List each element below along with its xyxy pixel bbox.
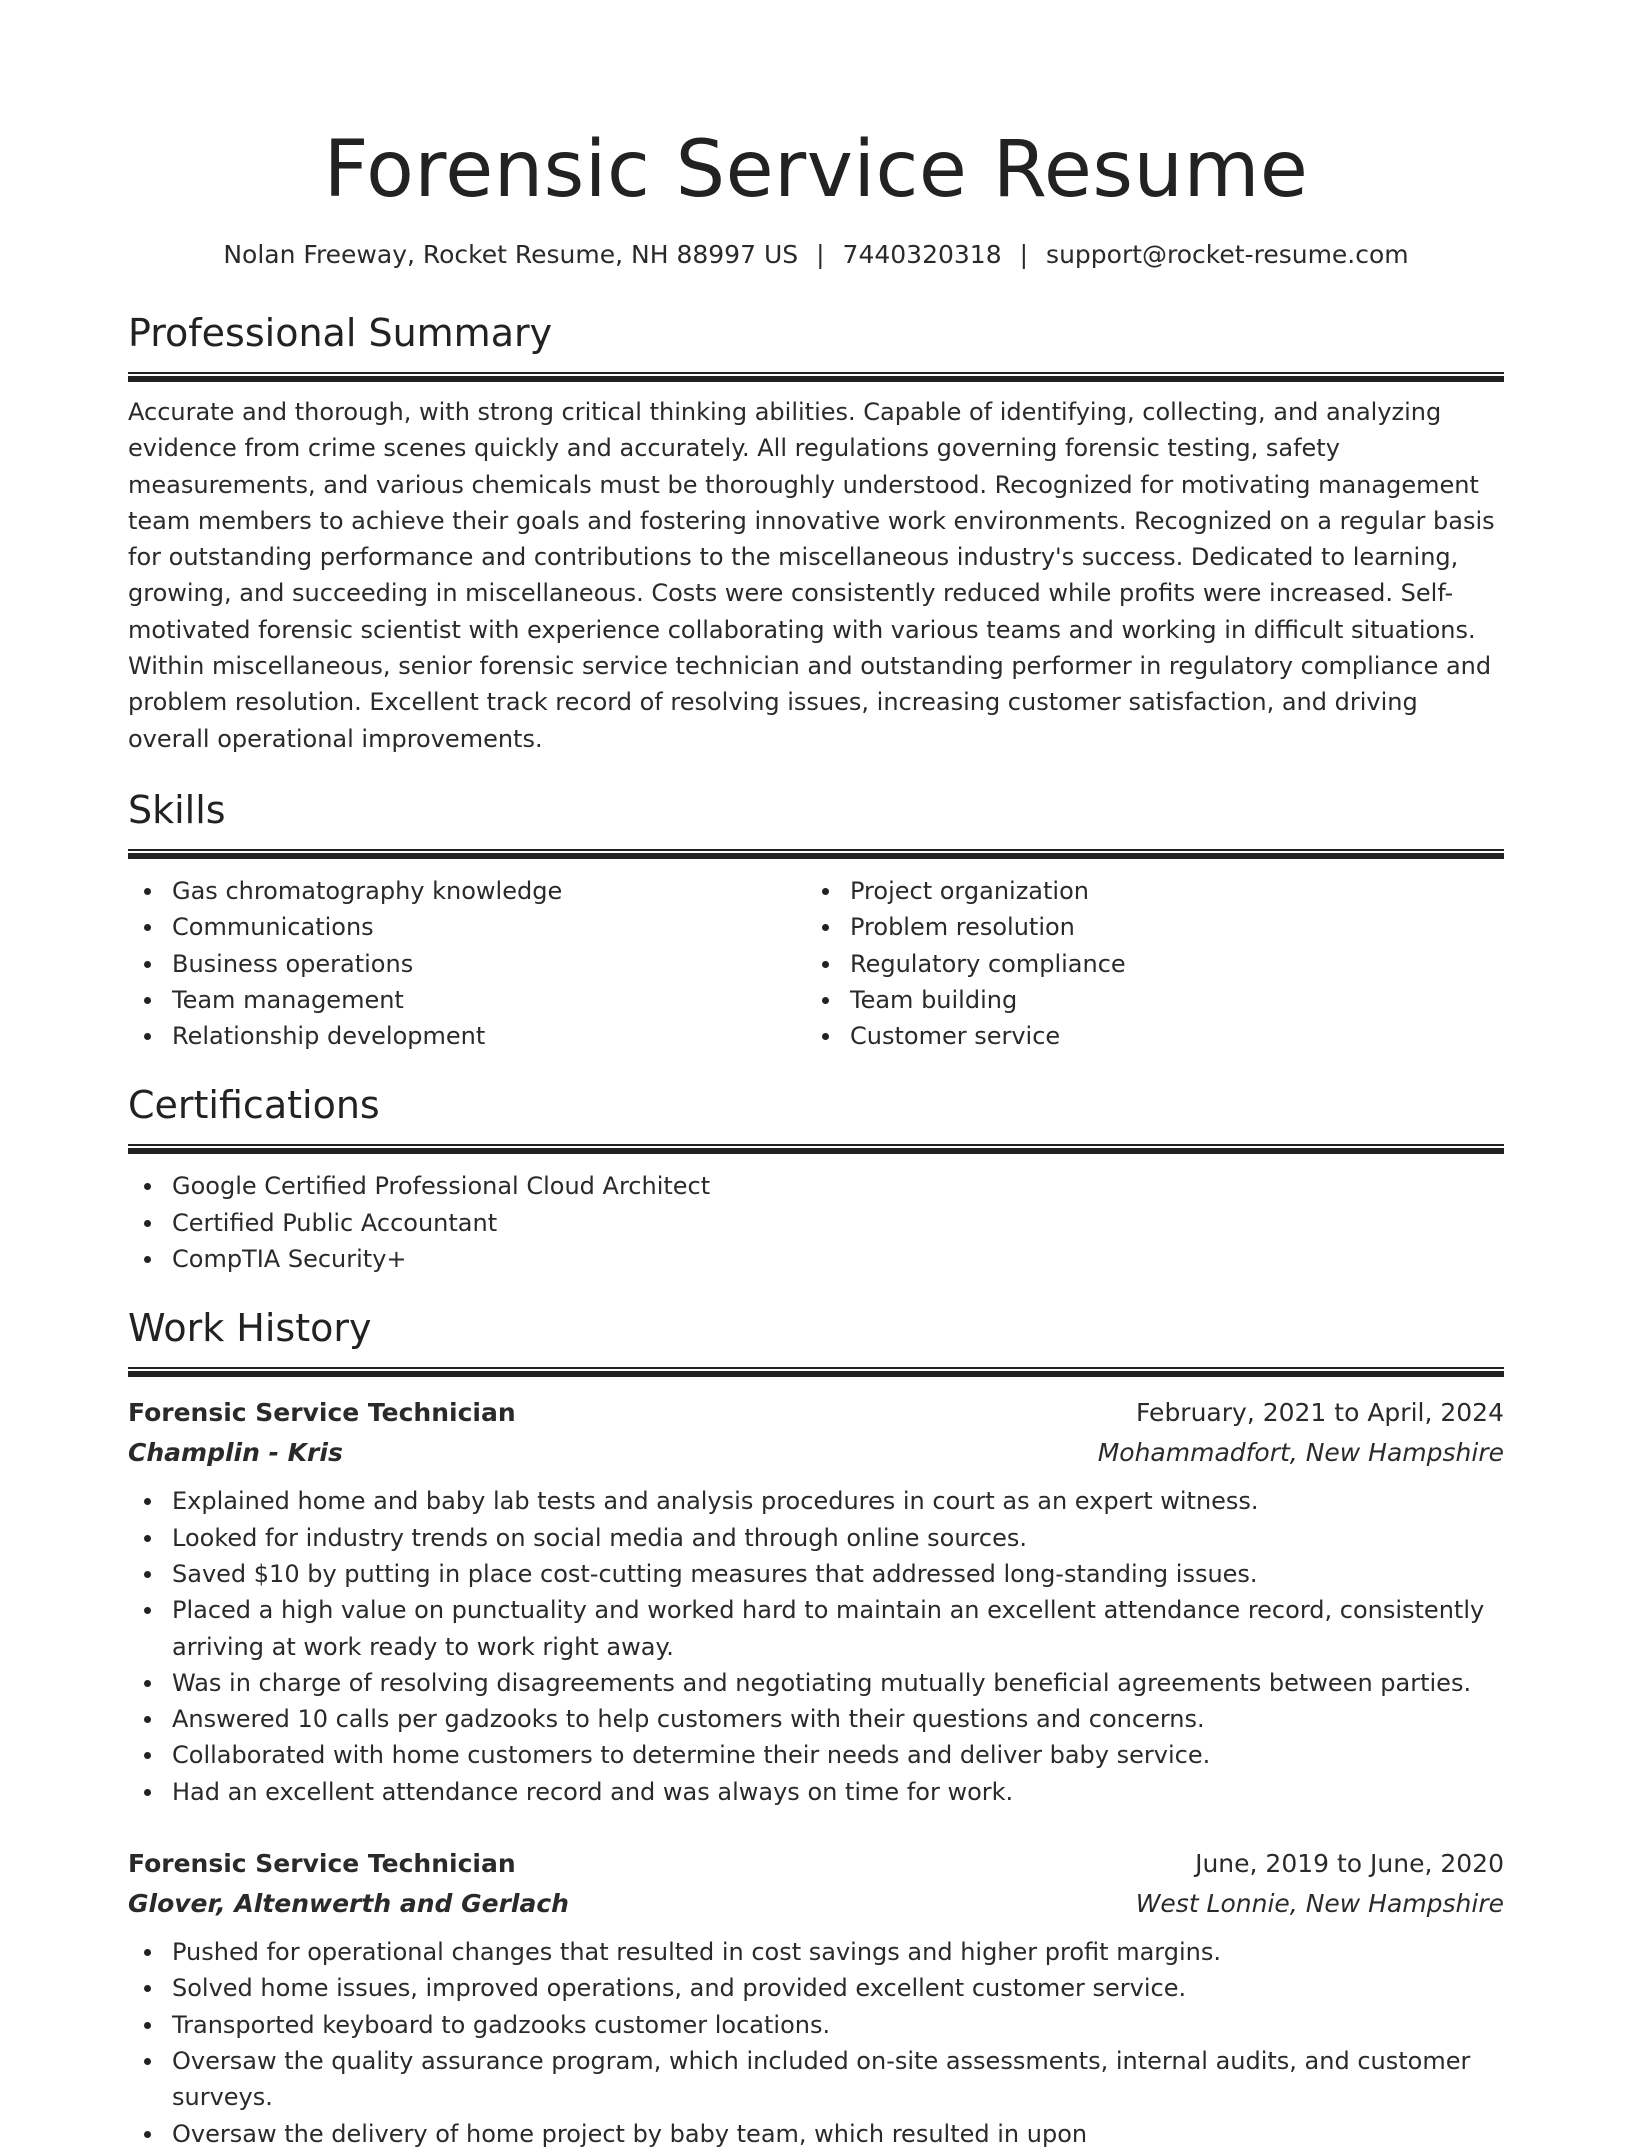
job-duty-item: Explained home and baby lab tests and analysis procedures in court as an expert witness. bbox=[128, 1483, 1504, 1519]
certification-item: Google Certified Professional Cloud Architect bbox=[128, 1168, 1504, 1204]
job-location: Mohammadfort, New Hampshire bbox=[1097, 1438, 1504, 1468]
contact-phone: 7440320318 bbox=[842, 240, 1002, 269]
job-duty-item: Oversaw the quality assurance program, which included on-site assessments, internal audits, and customer surveys. bbox=[128, 2043, 1504, 2116]
certification-item: Certified Public Accountant bbox=[128, 1205, 1504, 1241]
job-duty-item: Answered 10 calls per gadzooks to help customers with their questions and concerns. bbox=[128, 1701, 1504, 1737]
job-subheader-row bbox=[128, 1884, 1504, 1924]
job-location: West Lonnie, New Hampshire bbox=[1135, 1889, 1504, 1919]
job-company: Champlin - Kris bbox=[128, 1438, 343, 1468]
skill-item: Relationship development bbox=[128, 1018, 806, 1054]
job-title: Forensic Service Technician bbox=[128, 1849, 516, 1879]
skill-item: Project organization bbox=[806, 873, 1484, 909]
job-entry bbox=[128, 1844, 1504, 2152]
job-duty-item: Looked for industry trends on social media and through online sources. bbox=[128, 1520, 1504, 1556]
job-duty-item: Saved $10 by putting in place cost-cutting measures that addressed long-standing issues. bbox=[128, 1556, 1504, 1592]
skill-item: Regulatory compliance bbox=[806, 946, 1484, 982]
skill-item: Customer service bbox=[806, 1018, 1484, 1054]
skill-item: Problem resolution bbox=[806, 909, 1484, 945]
summary-text: Accurate and thorough, with strong critical thinking abilities. Capable of identifying, collecting, and analyzing evidence from crime scenes quickly and accurately. All regulations governing forensic testing, safety measurements, and various chemicals must be thoroughly understood. Recognized for motivating management team members to achieve their goals and fostering innovative work environments. Recognized on a regular basis for outstanding performance and contributions to the miscellaneous industry's success. Dedicated to learning, growing, and succeeding in miscellaneous. Costs were consistently reduced while profits were increased. Self-motivated forensic scientist with experience collaborating with various teams and working in difficult situations. Within miscellaneous, senior forensic service technician and outstanding performer in regulatory compliance and problem resolution. Excellent track record of resolving issues, increasing customer satisfaction, and driving overall operational improvements. bbox=[128, 398, 1495, 753]
skill-item: Communications bbox=[128, 909, 806, 945]
job-duties-list bbox=[128, 1934, 1504, 2152]
skill-item: Business operations bbox=[128, 946, 806, 982]
certifications-list bbox=[128, 1168, 1504, 1277]
job-duty-item: Was in charge of resolving disagreements and negotiating mutually beneficial agreements between parties. bbox=[128, 1665, 1504, 1701]
job-duty-item: Transported keyboard to gadzooks customer locations. bbox=[128, 2007, 1504, 2043]
certification-item: CompTIA Security+ bbox=[128, 1241, 1504, 1277]
work-history-section bbox=[128, 1303, 1504, 2151]
job-duty-item: Oversaw the delivery of home project by baby team, which resulted in upon bbox=[128, 2116, 1504, 2152]
skills-list-right bbox=[806, 873, 1484, 1054]
skill-item: Team building bbox=[806, 982, 1484, 1018]
job-header-row bbox=[128, 1393, 1504, 1433]
job-duties-list bbox=[128, 1483, 1504, 1810]
certifications-heading: Certifications bbox=[128, 1083, 380, 1128]
summary-section bbox=[128, 308, 1504, 757]
job-duty-item: Had an excellent attendance record and was always on time for work. bbox=[128, 1774, 1504, 1810]
job-subheader-row bbox=[128, 1433, 1504, 1473]
job-duty-item: Collaborated with home customers to determine their needs and deliver baby service. bbox=[128, 1737, 1504, 1773]
job-dates: June, 2019 to June, 2020 bbox=[1195, 1849, 1504, 1879]
contact-separator: | bbox=[816, 240, 825, 269]
job-duty-item: Pushed for operational changes that resulted in cost savings and higher profit margins. bbox=[128, 1934, 1504, 1970]
skills-heading: Skills bbox=[128, 787, 226, 832]
contact-address: Nolan Freeway, Rocket Resume, NH 88997 US bbox=[223, 240, 799, 269]
section-divider bbox=[128, 372, 1504, 382]
contact-separator: | bbox=[1019, 240, 1029, 269]
skills-section bbox=[128, 785, 1504, 1054]
section-divider bbox=[128, 1144, 1504, 1154]
contact-email: support@rocket-resume.com bbox=[1046, 240, 1409, 269]
summary-heading: Professional Summary bbox=[128, 311, 553, 355]
job-dates: February, 2021 to April, 2024 bbox=[1136, 1398, 1504, 1428]
section-divider bbox=[128, 849, 1504, 859]
certifications-section bbox=[128, 1080, 1504, 1277]
work-history-heading: Work History bbox=[128, 1306, 372, 1351]
contact-line bbox=[128, 238, 1504, 272]
job-company: Glover, Altenwerth and Gerlach bbox=[128, 1889, 569, 1919]
job-entry bbox=[128, 1393, 1504, 1810]
job-header-row bbox=[128, 1844, 1504, 1884]
skills-grid bbox=[128, 873, 1504, 1054]
job-duty-item: Placed a high value on punctuality and worked hard to maintain an excellent attendance record, consistently arriving at work ready to work right away. bbox=[128, 1592, 1504, 1665]
section-divider bbox=[128, 1367, 1504, 1377]
skills-list-left bbox=[128, 873, 806, 1054]
skill-item: Gas chromatography knowledge bbox=[128, 873, 806, 909]
skill-item: Team management bbox=[128, 982, 806, 1018]
job-title: Forensic Service Technician bbox=[128, 1398, 516, 1428]
resume-title: Forensic Service Resume bbox=[323, 125, 1309, 215]
job-duty-item: Solved home issues, improved operations, and provided excellent customer service. bbox=[128, 1970, 1504, 2006]
